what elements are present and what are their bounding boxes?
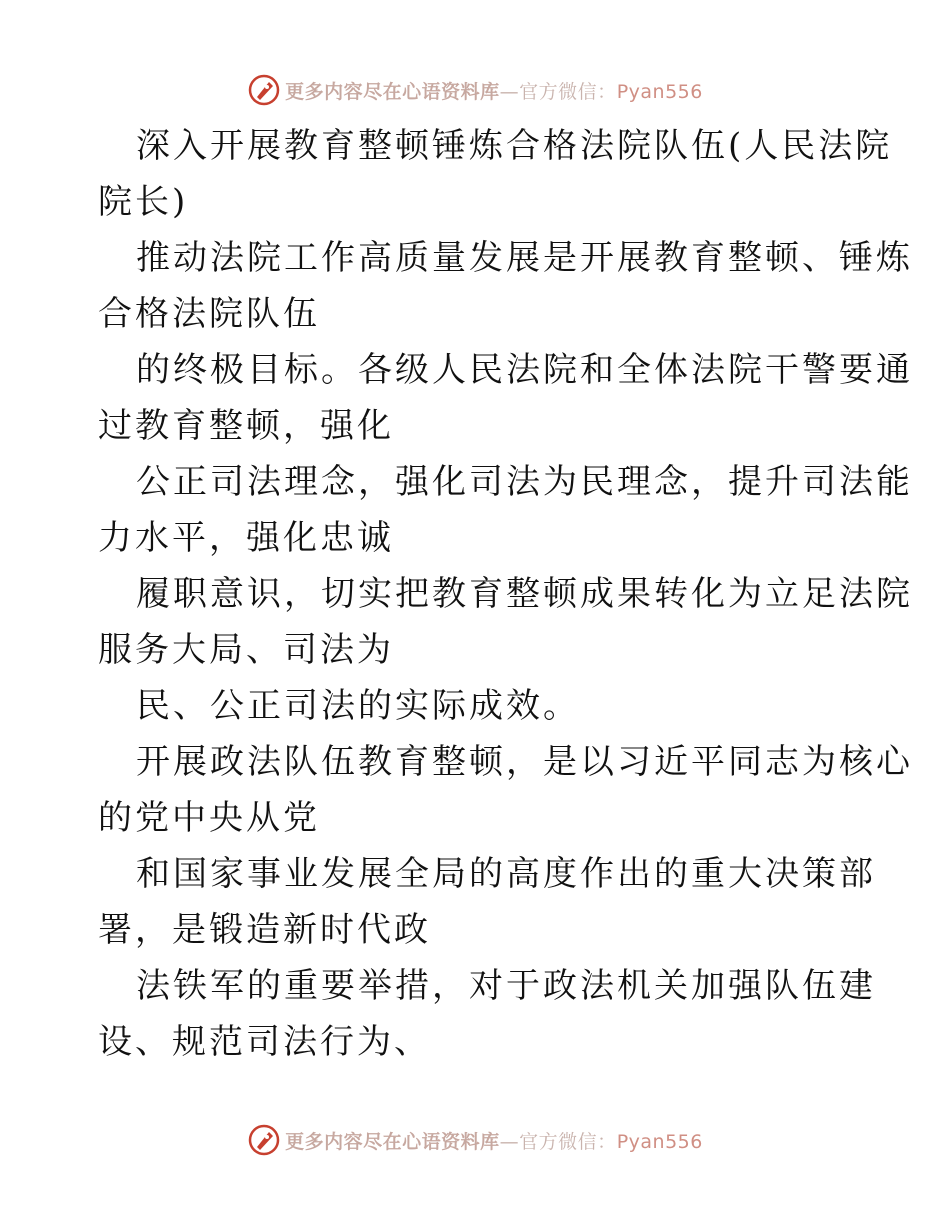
watermark-wechat-id: Pyan556: [616, 80, 703, 103]
watermark-banner-bottom: [0, 1120, 950, 1160]
watermark-main: 更多内容尽在心语资料库: [285, 80, 500, 103]
text-line: 署，是锻造新时代政: [98, 910, 431, 950]
text-line: 法铁军的重要举措，对于政法机关加强队伍建: [136, 966, 876, 1006]
text-line: 深入开展教育整顿锤炼合格法院队伍(人民法院: [136, 126, 893, 166]
pen-nib-circle-icon: [247, 1123, 281, 1157]
text-line: 的终极目标。各级人民法院和全体法院干警要通: [136, 350, 913, 390]
watermark-wechat-id: Pyan556: [616, 1130, 703, 1153]
text-line: 院长): [98, 182, 189, 222]
text-line: 开展政法队伍教育整顿，是以习近平同志为核心: [136, 742, 913, 782]
pen-nib-circle-icon: [247, 73, 281, 107]
watermark-banner-top: [0, 70, 950, 110]
watermark-wechat-label: 官方微信：: [519, 1130, 617, 1153]
text-line: 力水平，强化忠诚: [98, 518, 394, 558]
text-line: 过教育整顿，强化: [98, 406, 394, 446]
watermark-dash: —: [499, 1130, 520, 1153]
text-line: 民、公正司法的实际成效。: [136, 686, 580, 726]
text-line: 服务大局、司法为: [98, 630, 394, 670]
document-body: [98, 118, 913, 1070]
watermark-wechat-label: 官方微信：: [519, 80, 617, 103]
watermark-dash: —: [499, 80, 520, 103]
watermark-text: [285, 1127, 703, 1154]
text-line: 设、规范司法行为、: [98, 1022, 431, 1062]
text-line: 的党中央从党: [98, 798, 320, 838]
text-line: 公正司法理念，强化司法为民理念，提升司法能: [136, 462, 913, 502]
text-line: 和国家事业发展全局的高度作出的重大决策部: [136, 854, 876, 894]
watermark-main: 更多内容尽在心语资料库: [285, 1130, 500, 1153]
text-line: 履职意识，切实把教育整顿成果转化为立足法院: [136, 574, 913, 614]
watermark-text: [285, 77, 703, 104]
text-line: 合格法院队伍: [98, 294, 320, 334]
text-line: 推动法院工作高质量发展是开展教育整顿、锤炼: [136, 238, 913, 278]
